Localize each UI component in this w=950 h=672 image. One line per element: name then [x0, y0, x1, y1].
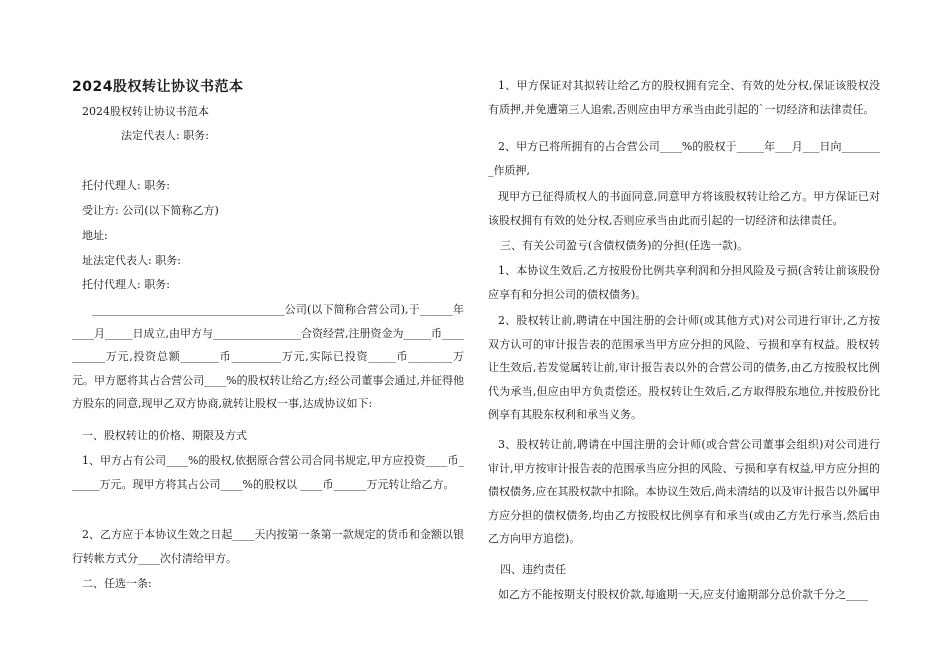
address-legal-rep-line: 址法定代表人: 职务: — [82, 254, 181, 267]
agent-line: 托付代理人: 职务: — [82, 179, 170, 192]
clause-2-2: 2、甲方已将所拥有的占合营公司____%的股权于_____年___月___日向________作质押, — [488, 140, 880, 177]
agent-line-2: 托付代理人: 职务: — [82, 278, 170, 291]
clause-2-2-cont: 现甲方已征得质权人的书面同意,同意甲方将该股权转让给乙方。甲方保证已对该股权拥有有效的处分权,否则应承当由此而引起的一切经济和法律责任。 — [488, 190, 880, 227]
clause-3-2: 2、股权转让前,聘请在中国注册的会计师(或其他方式)对公司进行审计,乙方按双方认可的审计报告表的范围承当甲方应分担的风险、亏损和享有权益。股权转让生效后,若发觉属转让前,审计报告表以外的合营公司的债务,由乙方按股权比例代为承当,但应由甲方负责偿还。股权转让生效后,乙方取得股东地位,并按股份比例享有其股东权利和承当义务。 — [488, 314, 880, 422]
clause-1-1: 1、甲方占有公司____%的股权,依据原合营公司合同书规定,甲方应投资____币______万元。现甲方将其占公司____%的股权以 ____币______万元转让给乙方。 — [72, 454, 464, 491]
section-2-heading: 二、任选一条: — [82, 577, 152, 590]
section-4-heading: 四、违约责任 — [500, 563, 566, 576]
preamble-paragraph: ___________________________________公司(以下简称合营公司),于______年____月_____日成立,由甲方与________________合资经营,注册资金为_____币__________万元,投资总额_______币_________万元,实际已投资_____币________万元。甲方愿将其占合营公司____%的股权转让给乙方;经公司董事会通过,并征得他方股东的同意,现甲乙双方协商,就转让股权一事,达成协议如下: — [72, 303, 464, 411]
clause-3-3: 3、股权转让前,聘请在中国注册的会计师(或合营公司董事会组织)对公司进行审计,甲方按审计报告表的范围承当应分担的风险、亏损和享有权益,甲方应分担的债权债务,应在其股权款中扣除。本协议生效后,尚未清结的以及审计报告以外属甲方应分担的债权债务,均由乙方按股权比例享有和承当(或由乙方先行承当,然后由乙方向甲方追偿)。 — [488, 438, 880, 546]
legal-representative-line: 法定代表人: 职务: — [121, 129, 209, 142]
clause-4-1: 如乙方不能按期支付股权价款,每逾期一天,应支付逾期部分总价款千分之____ — [498, 588, 868, 601]
clause-1-2: 2、乙方应于本协议生效之日起____天内按第一条第一款规定的货币和金额以银行转帐方式分____次付清给甲方。 — [72, 528, 464, 565]
section-1-heading: 一、股权转让的价格、期限及方式 — [82, 429, 247, 442]
section-3-heading: 三、有关公司盈亏(含债权债务)的分担(任选一款)。 — [500, 239, 749, 252]
clause-2-1: 1、甲方保证对其拟转让给乙方的股权拥有完全、有效的处分权,保证该股权没有质押,并免遭第三人追索,否则应由甲方承当由此引起的`一切经济和法律责任。 — [488, 79, 880, 116]
subtitle: 2024股权转让协议书范本 — [82, 105, 209, 118]
document-title: 2024股权转让协议书范本 — [72, 79, 244, 95]
clause-3-1: 1、本协议生效后,乙方按股份比例共享利润和分担风险及亏损(含转让前该股份应享有和分担公司的债权债务)。 — [488, 264, 880, 301]
address-line: 地址: — [82, 229, 108, 242]
transferee-line: 受让方: 公司(以下简称乙方) — [82, 204, 219, 217]
